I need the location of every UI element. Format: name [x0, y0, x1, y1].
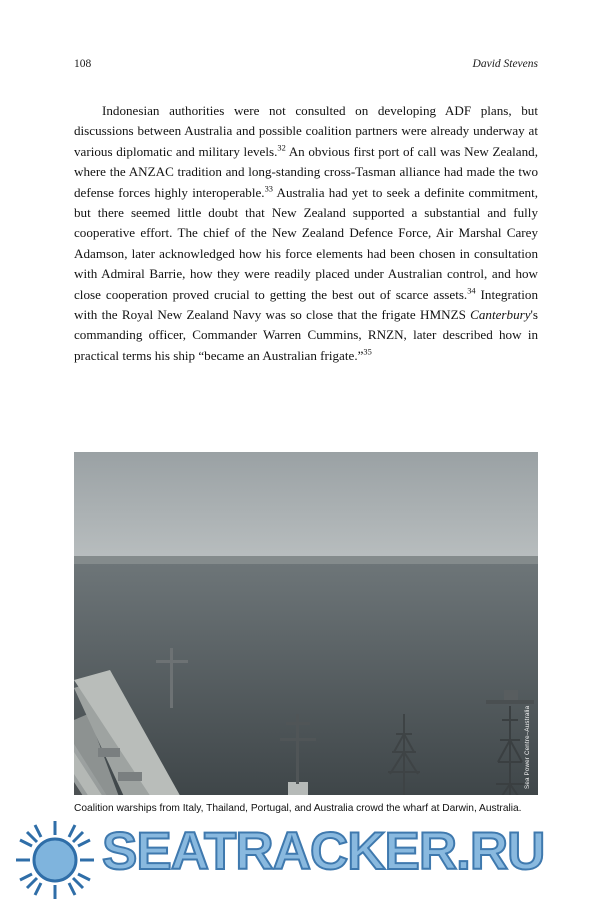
figure-photograph	[74, 452, 538, 795]
photo-graphic	[74, 452, 538, 795]
running-head	[74, 58, 538, 74]
watermark	[8, 815, 606, 901]
body-text	[74, 101, 538, 366]
figure-caption: Coalition warships from Italy, Thailand, Portugal, and Australia crowd the wharf at Darwin, Australia.	[74, 803, 522, 814]
running-head-author: David Stevens	[472, 58, 538, 70]
sun-burst-icon	[14, 819, 96, 901]
photo-credit: Sea Power Centre–Australia	[524, 705, 531, 789]
paragraph: Indonesian authorities were not consulted on developing ADF plans, but discussions between Australia and possible coalition partners were already underway at various diplomatic and military levels.$^{32}$ An obvious first port of call was New Zealand, where the ANZAC tradition and long-standing cross-Tasman alliance had made the two defense forces highly interoperable.$^{33}$ Australia had yet to seek a definite commitment, but there seemed little doubt that New Zealand supported a substantial and fully cooperative effort. The chief of the New Zealand Defence Force, Air Marshal Carey Adamson, later acknowledged how his force elements had been chosen in consultation with Admiral Barrie, how they were readily placed under Australian control, and how close cooperation proved crucial to getting the best out of scarce assets.$^{34}$ Integration with the Royal New Zealand Navy was so close that the frigate HMNZS Canterbury's commanding officer, Commander Warren Cummins, RNZN, later described how in practical terms his ship “became an Australian frigate.”$^{35}$	[74, 103, 538, 363]
figure	[74, 452, 538, 816]
watermark-text: SEATRACKER.RU	[102, 822, 545, 881]
page-number: 108	[74, 58, 92, 70]
